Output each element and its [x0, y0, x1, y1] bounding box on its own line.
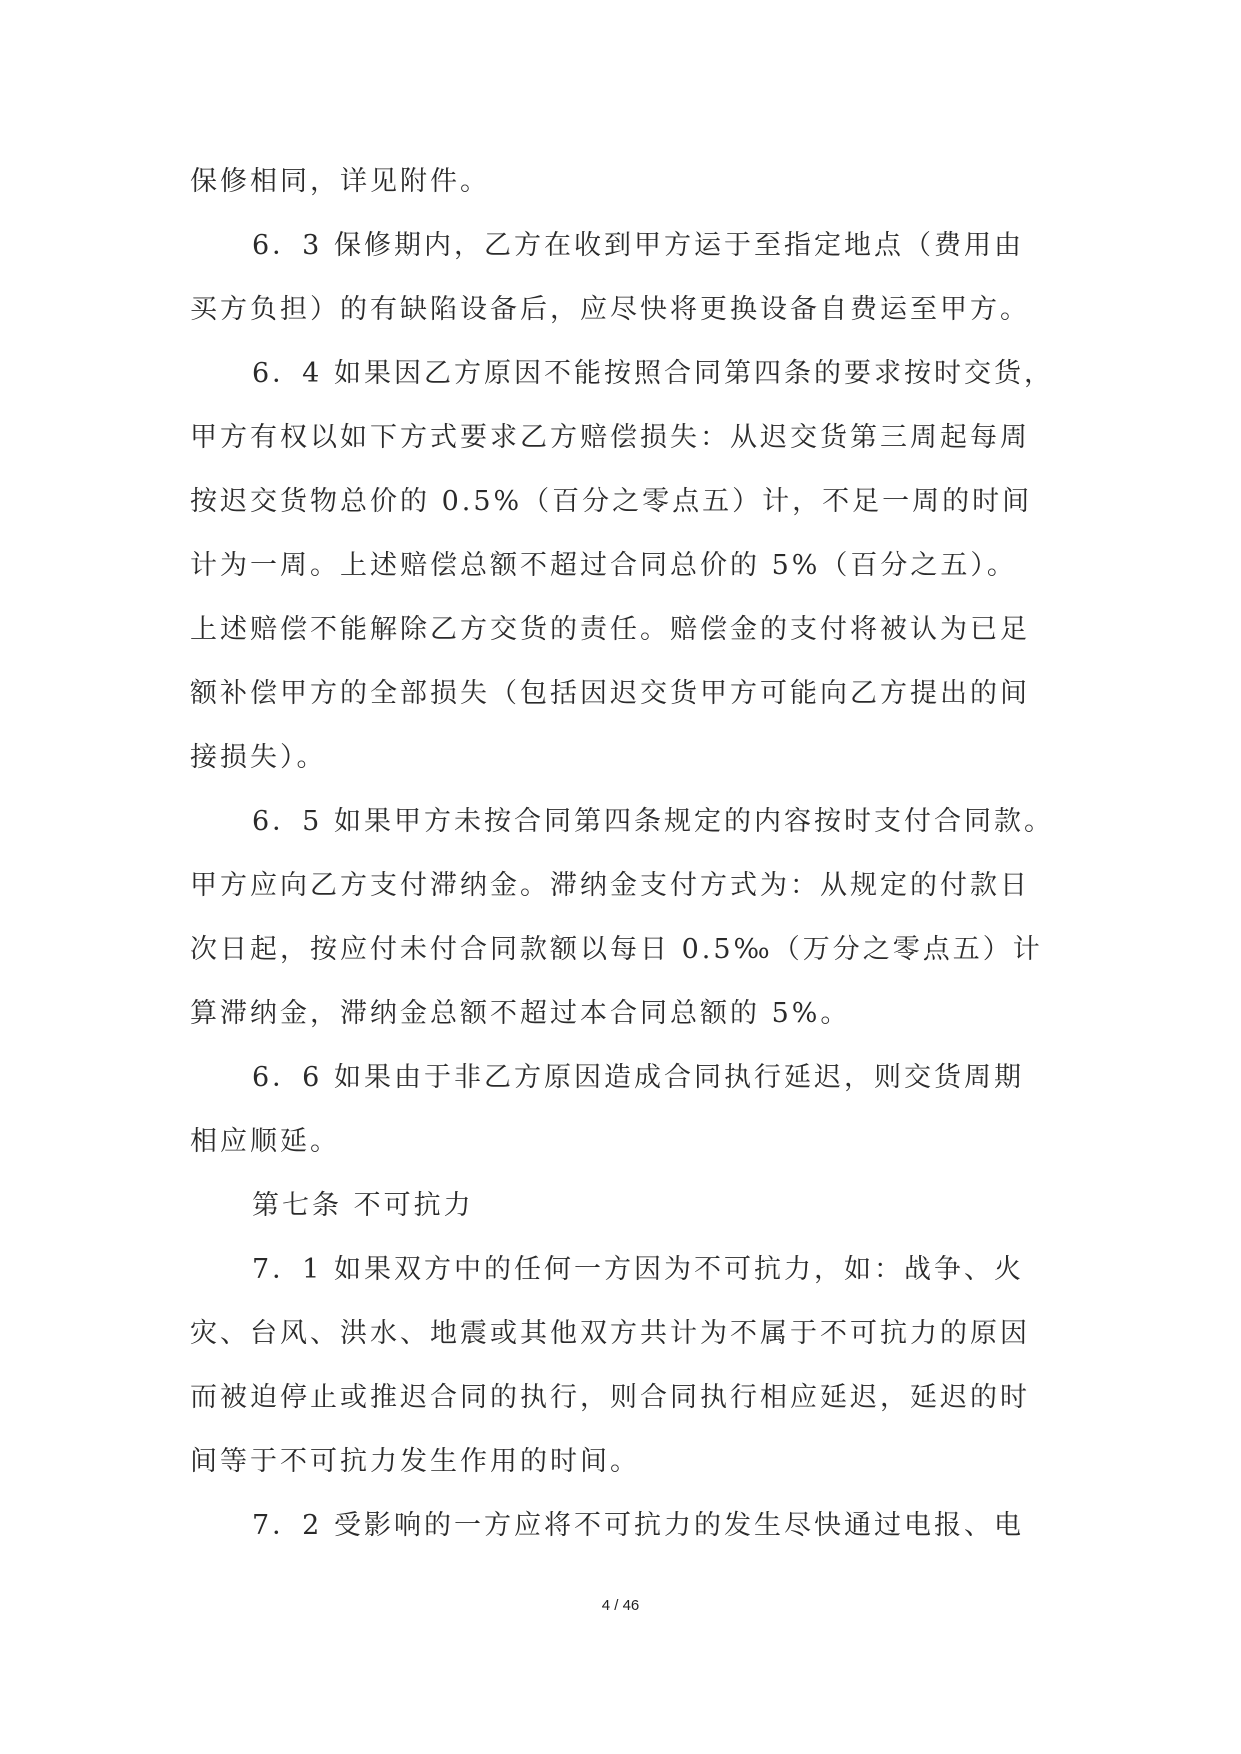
document-body	[190, 150, 1090, 1558]
text-line: 接损失）。	[190, 742, 327, 773]
text-line: 而被迫停止或推迟合同的执行，则合同执行相应延迟，延迟的时	[190, 1382, 1030, 1413]
text-line: 次日起，按应付未付合同款额以每日 0.5‰（万分之零点五）计	[190, 934, 1043, 965]
clause-6-4-line: 6．4 如果因乙方原因不能按照合同第四条的要求按时交货，	[252, 358, 1054, 389]
clause-6-5-line: 6．5 如果甲方未按合同第四条规定的内容按时支付合同款。	[252, 806, 1054, 837]
text-line: 计为一周。上述赔偿总额不超过合同总价的 5%（百分之五）。	[190, 550, 1017, 581]
text-line: 买方负担）的有缺陷设备后，应尽快将更换设备自费运至甲方。	[190, 294, 1030, 325]
text-line: 按迟交货物总价的 0.5%（百分之零点五）计，不足一周的时间	[190, 486, 1033, 517]
clause-7-2-line: 7．2 受影响的一方应将不可抗力的发生尽快通过电报、电	[252, 1510, 1024, 1541]
text-line: 甲方应向乙方支付滞纳金。滞纳金支付方式为：从规定的付款日	[190, 870, 1030, 901]
clause-6-6-line: 6．6 如果由于非乙方原因造成合同执行延迟，则交货周期	[252, 1062, 1024, 1093]
text-line: 灾、台风、洪水、地震或其他双方共计为不属于不可抗力的原因	[190, 1318, 1030, 1349]
text-line: 保修相同，详见附件。	[190, 166, 490, 197]
clause-6-3-line: 6．3 保修期内，乙方在收到甲方运于至指定地点（费用由	[252, 230, 1024, 261]
article-7-heading: 第七条 不可抗力	[252, 1190, 474, 1221]
page-number: 4 / 46	[601, 1597, 640, 1614]
text-line: 相应顺延。	[190, 1126, 340, 1157]
text-line: 间等于不可抗力发生作用的时间。	[190, 1446, 640, 1477]
clause-7-1-line: 7．1 如果双方中的任何一方因为不可抗力，如：战争、火	[252, 1254, 1024, 1285]
text-line: 上述赔偿不能解除乙方交货的责任。赔偿金的支付将被认为已足	[190, 614, 1030, 645]
text-line: 额补偿甲方的全部损失（包括因迟交货甲方可能向乙方提出的间	[190, 678, 1030, 709]
text-line: 甲方有权以如下方式要求乙方赔偿损失：从迟交货第三周起每周	[190, 422, 1030, 453]
text-line: 算滞纳金，滞纳金总额不超过本合同总额的 5%。	[190, 998, 851, 1029]
